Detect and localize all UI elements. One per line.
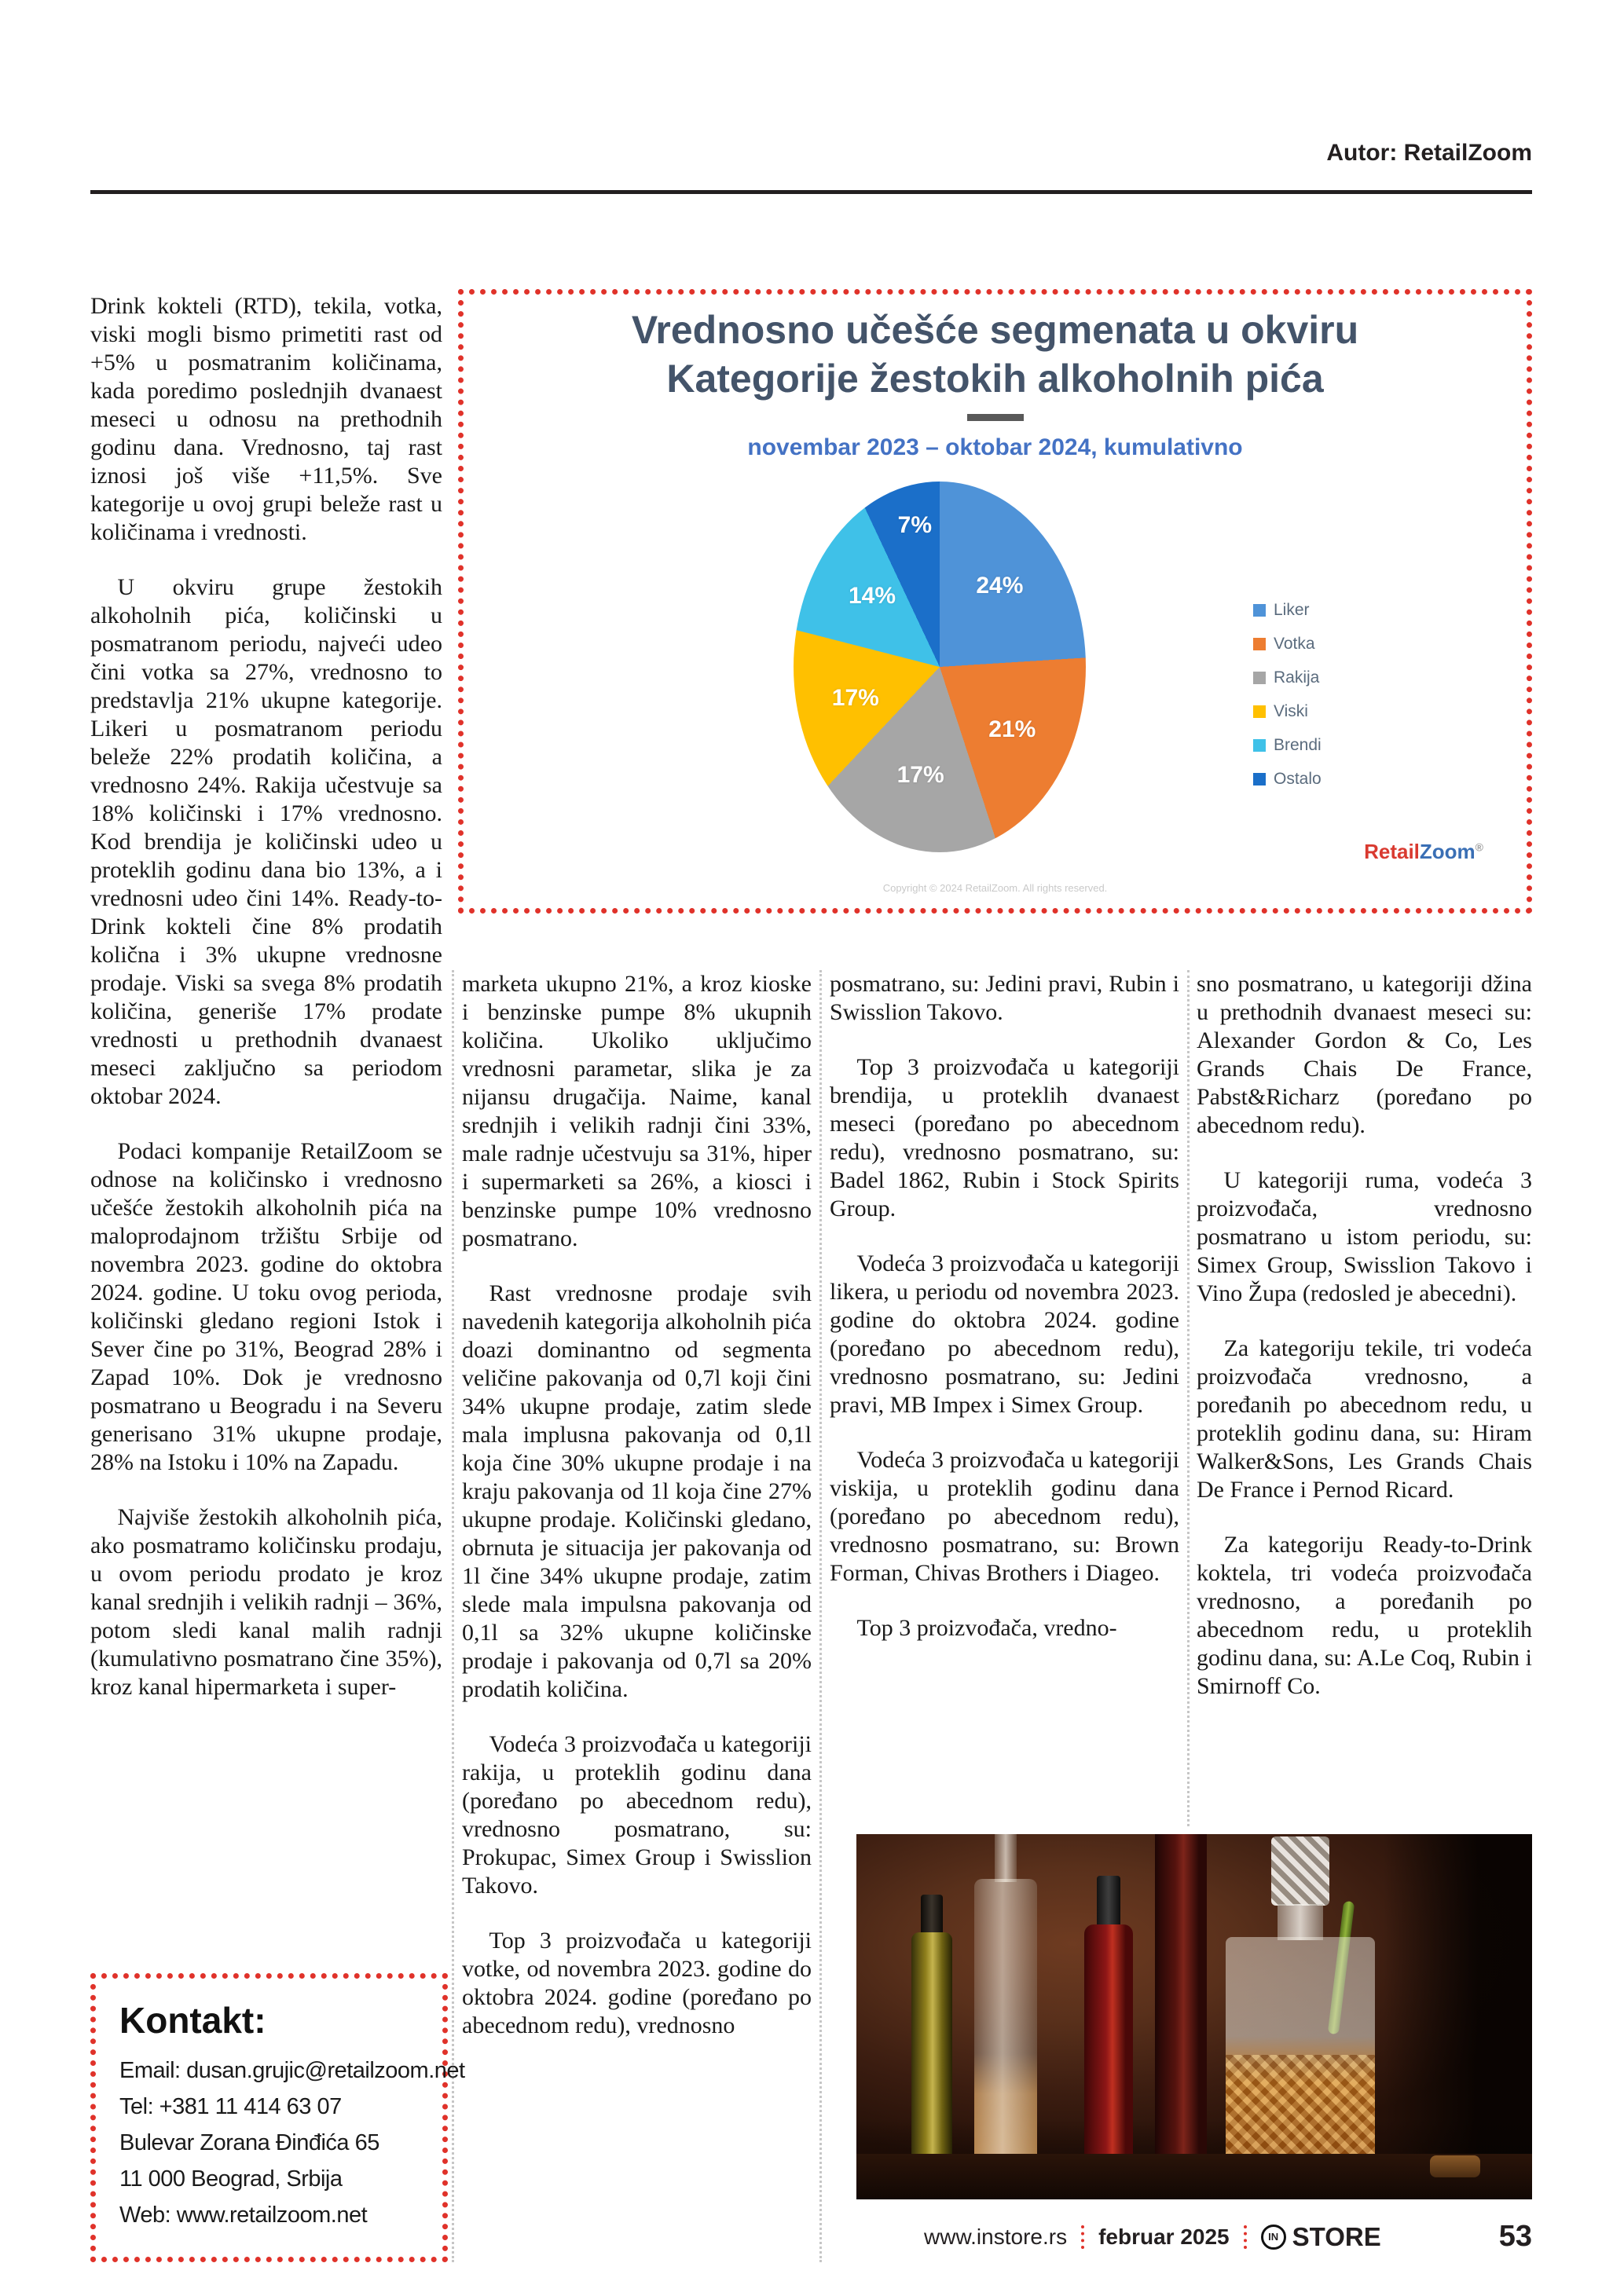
footer-separator (1244, 2225, 1247, 2249)
photo-bottle-olive-cap (921, 1895, 943, 1935)
retailzoom-logo (1364, 840, 1483, 864)
instore-logo-mark-icon: IN (1261, 2225, 1286, 2250)
legend-item (1253, 668, 1322, 687)
paragraph: Top 3 proizvođača u kategoriji votke, od novembra 2023. godine do oktobra 2024. godine (poređano po abecednom redu), vrednosno (462, 1928, 812, 2038)
paragraph: Za kategoriju Ready-to-Drink koktela, tri vodeća proizvođača vrednosno, a poređanih po abecednom redu, u proteklih godinu dana, su: A.Le Coq, Rubin i Smirnoff Co. (1197, 1532, 1532, 1699)
paragraph: Drink kokteli (RTD), tekila, votka, viski mogli bismo primetiti rast od +5% u posmatranim količinama, kada poredimo poslednjih dvanaest meseci u odnosu na prethodnih godinu dana. Vrednosno, taj rast iznosi još više +11,5%. Sve kategorije u ovoj grupi beleže rast u količinama i vrednosti. (90, 293, 442, 545)
pie-chart (794, 482, 1086, 852)
legend-item (1253, 770, 1322, 789)
pie-slice-label: 17% (831, 684, 879, 711)
paragraph: Top 3 proizvođača, vredno- (856, 1615, 1117, 1641)
contact-title: Kontakt: (119, 2000, 266, 2041)
legend-label: Votka (1274, 635, 1315, 653)
pie-slice-label: 14% (848, 582, 896, 609)
photo-cork (1430, 2155, 1480, 2177)
footer-issue: februar 2025 (1098, 2224, 1230, 2249)
contact-web: Web: www.retailzoom.net (119, 2203, 368, 2228)
chart-panel (458, 289, 1532, 914)
legend-swatch (1253, 604, 1266, 617)
paragraph: Vodeća 3 proizvođača u kategoriji likera, u periodu od novembra 2023. godine do oktobra 2024. godine (poređano po abecednom redu), vrednosno posmatrano, su: Jedini pravi, MB Impex i Simex Group. (830, 1251, 1179, 1418)
article-column-3 (830, 970, 1179, 1828)
instore-logo-text: STORE (1292, 2221, 1381, 2251)
chart-title-line1: Vrednosno učešće segmenata u okviru (631, 308, 1359, 352)
legend-item (1253, 736, 1322, 755)
page-number: 53 (1498, 2220, 1532, 2253)
contact-address-street: Bulevar Zorana Đinđića 65 (119, 2130, 379, 2155)
paragraph: Vodeća 3 proizvođača u kategoriji rakija, u proteklih godinu dana (poređano po abecednom redu), vrednosno posmatrano, su: Prokupac, Simex Group i Swisslion Takovo. (462, 1731, 812, 1899)
photo-bottle-olive (911, 1932, 952, 2168)
legend-item (1253, 601, 1322, 620)
chart-legend (1253, 601, 1322, 804)
paragraph: U kategoriji ruma, vodeća 3 proizvođača, vrednosno posmatrano u istom periodu, su: Simex Group, Swisslion Takovo i Vino Župa (redosled je abecedni). (1197, 1167, 1532, 1306)
article-column-2 (462, 970, 812, 2266)
legend-swatch (1253, 705, 1266, 718)
paragraph: Najviše žestokih alkoholnih pića, ako posmatramo količinsku prodaju, u ovom periodu prodato je kroz kanal srednjih i velikih radnji – 36%, potom sledi kanal malih radnji (kumulativno posmatrano čine 35%), kroz kanal hipermarketa i super- (90, 1504, 442, 1700)
contact-box (90, 1973, 465, 2262)
header-rule (90, 190, 1532, 194)
paragraph: marketa ukupno 21%, a kroz kioske i benzinske pumpe 8% ukupnih količina. Ukoliko uključimo vrednosni parametar, slika je za nijansu drugačija. Naime, kanal srednjih i velikih radnji čini 33%, male radnje učestvuju sa 31%, hiper i supermarketi sa 26%, a kiosci i benzinske pumpe 10% vrednosno posmatrano. (462, 971, 812, 1251)
chart-title-dash (967, 414, 1024, 421)
legend-swatch (1253, 739, 1266, 752)
column-separator (1187, 970, 1190, 1826)
legend-item (1253, 635, 1322, 654)
photo-bottle-tall (1155, 1834, 1207, 2168)
photo-bottle-red (1084, 1924, 1133, 2168)
article-column-1 (90, 292, 442, 1957)
instore-logo (1261, 2222, 1381, 2252)
pie-slice-label: 24% (976, 572, 1024, 599)
legend-item (1253, 702, 1322, 721)
paragraph: sno posmatrano, u kategoriji džina u prethodnih dvanaest meseci su: Alexander Gordon & Co, Les Grands Chais De France, Pabst&Richarz (poređano po abecednom redu). (1197, 971, 1532, 1138)
column-separator (819, 970, 822, 2262)
photo-decanter-neck (1278, 1904, 1323, 1940)
paragraph: Podaci kompanije RetailZoom se odnose na količinsko i vrednosno učešće žestokih alkoholnih pića na maloprodajnom tržištu Srbije od novembra 2023. godine do oktobra 2024. godine. U toku ovog perioda, količinski gledano regioni Istok i Sever čine po 31%, Beograd 28% i Zapad 10%. Dok je vrednosno posmatrano u Beogradu i na Severu generisano 31% ukupne prodaje, 28% na Istoku i 10% na Zapadu. (90, 1138, 442, 1475)
chart-subtitle: novembar 2023 – oktobar 2024, kumulativno (747, 434, 1243, 460)
contact-address-city: 11 000 Beograd, Srbija (119, 2166, 343, 2192)
pie-slice-label: 21% (988, 716, 1036, 742)
paragraph: Za kategoriju tekile, tri vodeća proizvođača vrednosno, a poređanih po abecednom redu, u proteklih godinu dana, su: Hiram Walker&Sons, Les Grands Chais De France i Pernod Ricard. (1197, 1335, 1532, 1503)
chart-title-line2: Kategorije žestokih alkoholnih pića (666, 357, 1324, 401)
footer-separator (1081, 2225, 1084, 2249)
legend-label: Brendi (1274, 736, 1322, 754)
paragraph: Top 3 proizvođača u kategoriji brendija, u proteklih dvanaest meseci (poređano po abecednom redu), vrednosno posmatrano, su: Badel 1862, Rubin i Stock Spirits Group. (830, 1054, 1179, 1221)
paragraph: posmatrano, su: Jedini pravi, Rubin i Swisslion Takovo. (830, 971, 1179, 1025)
chart-copyright: Copyright © 2024 RetailZoom. All rights reserved. (882, 882, 1108, 894)
retailzoom-logo-zoom: Zoom (1419, 840, 1476, 863)
legend-swatch (1253, 638, 1266, 650)
legend-label: Liker (1274, 601, 1310, 619)
photo-bottle-clear-neck (995, 1834, 1017, 1882)
contact-email: Email: dusan.grujic@retailzoom.net (119, 2058, 465, 2083)
photo-bottle-clear (974, 1879, 1037, 2170)
article-column-4 (1197, 970, 1532, 1828)
legend-swatch (1253, 672, 1266, 684)
legend-label: Rakija (1274, 668, 1320, 687)
legend-label: Viski (1274, 702, 1308, 720)
footer-site-url: www.instore.rs (924, 2224, 1068, 2249)
legend-swatch (1253, 773, 1266, 785)
bottles-photo (856, 1834, 1532, 2199)
legend-label: Ostalo (1274, 770, 1322, 788)
photo-decanter-stopper (1271, 1836, 1329, 1906)
contact-tel: Tel: +381 11 414 63 07 (119, 2094, 342, 2119)
pie-slice-label: 17% (896, 762, 944, 789)
page-footer (90, 2220, 1532, 2254)
paragraph: U okviru grupe žestokih alkoholnih pića, količinski u posmatranom periodu, najveći udeo čini votka sa 27%, vrednosno to predstavlja 21% ukupne kategorije. Likeri u posmatranom periodu beleže 22% prodatih količina, a vrednosno 24%. Rakija učestvuje sa 18% količinski i 17% vrednosno. Kod brendija je količinski udeo u proteklih godinu dana bio 13%, a i vrednosni udeo čini 14%. Ready-to-Drink kokteli čine 8% prodatih količna i 3% ukupne vrednosne prodaje. Viski sa svega 8% prodatih količina, generiše 17% prodate vrednosti u prethodnih dvanaest meseci zaključno sa periodom oktobar 2024. (90, 574, 442, 1109)
paragraph: Vodeća 3 proizvođača u kategoriji viskija, u proteklih godinu dana (poređano po abecednom redu), vrednosno posmatrano, su: Brown Forman, Chivas Brothers i Diageo. (830, 1447, 1179, 1586)
pie-slice-label: 7% (897, 512, 933, 539)
author-byline: Autor: RetailZoom (1326, 140, 1532, 166)
retailzoom-logo-retail: Retail (1364, 840, 1420, 863)
retailzoom-logo-reg: ® (1475, 840, 1483, 854)
paragraph: Rast vrednosne prodaje svih navedenih kategorija alkoholnih pića doazi dominantno od segmenta veličine pakovanja od 0,7l koji čini 34% ukupne prodaje, zatim slede mala implusna pakovanja od 0,1l koja čine 30% ukupne prodaje i na kraju pakovanja od 1l koja čine 27% ukupne prodaje. Količinski gledano, obrnuta je situacija jer pakovanja od 1l čine 34% ukupne prodaje, zatim slede mala impulsna pakovanja od 0,1l sa 32% ukupne količinske prodaje i pakovanja od 0,7l sa 20% prodatih količina. (462, 1280, 812, 1702)
photo-bottle-red-cap (1097, 1876, 1120, 1928)
